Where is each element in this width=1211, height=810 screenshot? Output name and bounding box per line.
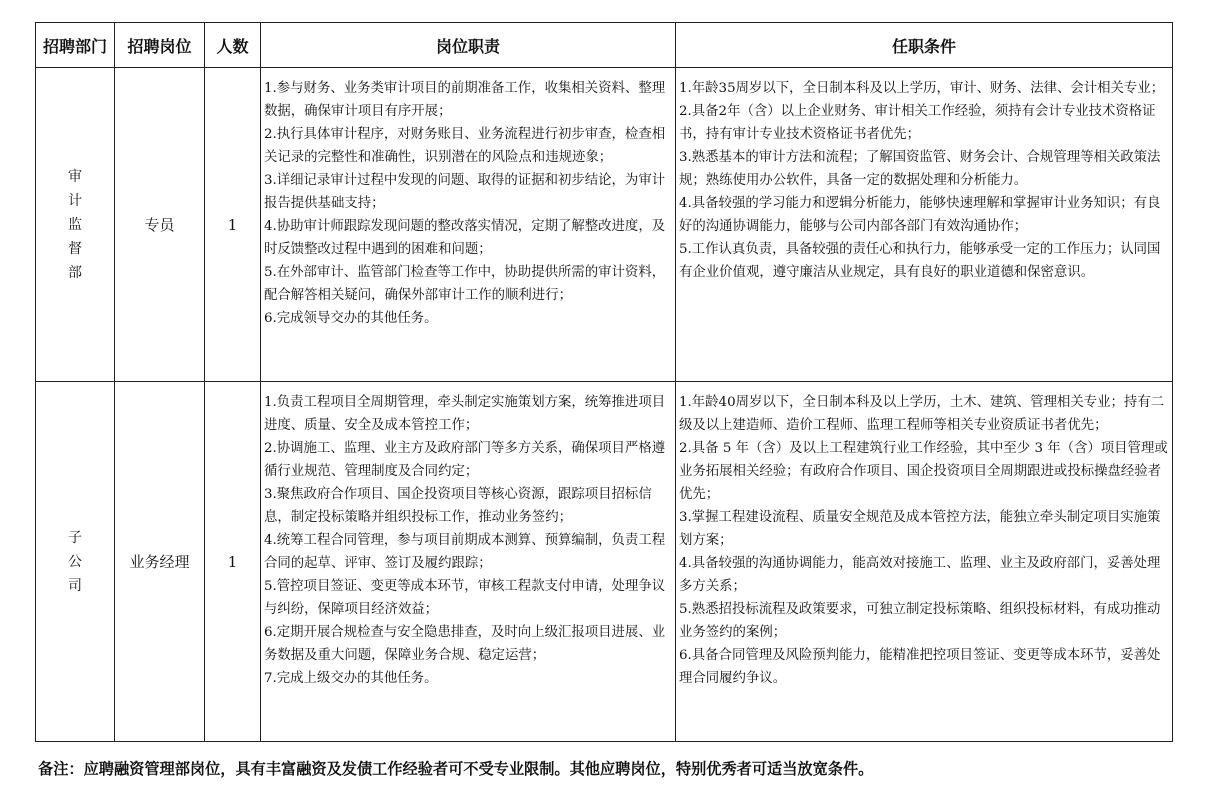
headcount-cell: 1 <box>205 382 261 742</box>
duty-item: 6.定期开展合规检查与安全隐患排查，及时向上级汇报项目进展、业务数据及重大问题，保障业务合规、稳定运营； <box>264 625 666 663</box>
requirement-item: 5.工作认真负责，具备较强的责任心和执行力，能够承受一定的工作压力；认同国有企业价值观，遵守廉洁从业规定，具有良好的职业道德和保密意识。 <box>679 242 1161 280</box>
department-char: 部 <box>68 264 82 281</box>
requirement-item: 4.具备较强的沟通协调能力，能高效对接施工、监理、业主及政府部门，妥善处理多方关系； <box>679 556 1161 594</box>
duty-item: 1.负责工程项目全周期管理，牵头制定实施策划方案，统筹推进项目进度、质量、安全及成本管控工作； <box>264 395 666 433</box>
requirement-item: 3.熟悉基本的审计方法和流程；了解国资监管、财务会计、合规管理等相关政策法规；熟练使用办公软件，具备一定的数据处理和分析能力。 <box>679 150 1161 188</box>
position-cell: 业务经理 <box>115 382 205 742</box>
header-department: 招聘部门 <box>36 23 115 68</box>
duty-item: 7.完成上级交办的其他任务。 <box>264 671 438 686</box>
table-header-row <box>36 23 1173 68</box>
duty-item: 5.管控项目签证、变更等成本环节，审核工程款支付申请，处理争议与纠纷，保障项目经济效益； <box>264 579 666 617</box>
footnote: 备注：应聘融资管理部岗位，具有丰富融资及发债工作经验者可不受专业限制。其他应聘岗位，特别优秀者可适当放宽条件。 <box>38 760 874 778</box>
department-char: 计 <box>68 192 82 209</box>
requirement-item: 2.具备2年（含）以上企业财务、审计相关工作经验，须持有会计专业技术资格证书，持有审计专业技术资格证书者优先； <box>679 104 1156 142</box>
headcount-cell: 1 <box>205 68 261 382</box>
duty-item: 2.协调施工、监理、业主方及政府部门等多方关系，确保项目严格遵循行业规范、管理制度及合同约定； <box>264 441 666 479</box>
requirements-cell <box>676 68 1173 382</box>
position-cell: 专员 <box>115 68 205 382</box>
requirement-item: 3.掌握工程建设流程、质量安全规范及成本管控方法，能独立牵头制定项目实施策划方案； <box>679 510 1161 548</box>
duty-item: 5.在外部审计、监管部门检查等工作中，协助提供所需的审计资料，配合解答相关疑问，确保外部审计工作的顺利进行； <box>264 265 666 303</box>
department-char: 督 <box>68 240 82 257</box>
requirement-item: 4.具备较强的学习能力和逻辑分析能力，能够快速理解和掌握审计业务知识；有良好的沟通协调能力，能够与公司内部各部门有效沟通协作； <box>679 196 1161 234</box>
requirement-item: 6.具备合同管理及风险预判能力，能精准把控项目签证、变更等成本环节，妥善处理合同履约争议。 <box>679 648 1161 686</box>
recruitment-table <box>35 22 1173 742</box>
duties-cell <box>261 68 676 382</box>
duties-cell <box>261 382 676 742</box>
department-char: 子 <box>68 529 82 546</box>
duty-item: 3.详细记录审计过程中发现的问题、取得的证据和初步结论，为审计报告提供基础支持； <box>264 173 666 211</box>
table-row <box>36 68 1173 382</box>
duty-item: 6.完成领导交办的其他任务。 <box>264 311 438 326</box>
header-position: 招聘岗位 <box>115 23 205 68</box>
duty-item: 2.执行具体审计程序，对财务账目、业务流程进行初步审查，检查相关记录的完整性和准确性，识别潜在的风险点和违规迹象； <box>264 127 666 165</box>
department-char: 审 <box>68 168 82 185</box>
header-headcount: 人数 <box>205 23 261 68</box>
requirement-item: 2.具备 5 年（含）及以上工程建筑行业工作经验，其中至少 3 年（含）项目管理或业务拓展相关经验；有政府合作项目、国企投资项目全周期跟进或投标操盘经验者优先； <box>679 441 1168 502</box>
duty-item: 4.协助审计师跟踪发现问题的整改落实情况，定期了解整改进度，及时反馈整改过程中遇到的困难和问题； <box>264 219 666 257</box>
department-char: 司 <box>68 577 82 594</box>
duty-item: 4.统筹工程合同管理，参与项目前期成本测算、预算编制，负责工程合同的起草、评审、签订及履约跟踪； <box>264 533 666 571</box>
department-cell <box>36 68 115 382</box>
department-cell <box>36 382 115 742</box>
table-row <box>36 382 1173 742</box>
header-duties: 岗位职责 <box>261 23 676 68</box>
requirement-item: 1.年龄40周岁以下，全日制本科及以上学历，土木、建筑、管理相关专业；持有二级及以上建造师、造价工程师、监理工程师等相关专业资质证书者优先； <box>679 395 1165 433</box>
duty-item: 1.参与财务、业务类审计项目的前期准备工作，收集相关资料、整理数据，确保审计项目有序开展； <box>264 81 666 119</box>
requirement-item: 1.年龄35周岁以下，全日制本科及以上学历，审计、财务、法律、会计相关专业； <box>679 81 1165 96</box>
header-requirements: 任职条件 <box>676 23 1173 68</box>
duty-item: 3.聚焦政府合作项目、国企投资项目等核心资源，跟踪项目招标信息，制定投标策略并组织投标工作，推动业务签约； <box>264 487 652 525</box>
department-char: 公 <box>68 553 82 570</box>
requirement-item: 5.熟悉招投标流程及政策要求，可独立制定投标策略、组织投标材料，有成功推动业务签约的案例； <box>679 602 1161 640</box>
department-char: 监 <box>68 216 82 233</box>
requirements-cell <box>676 382 1173 742</box>
